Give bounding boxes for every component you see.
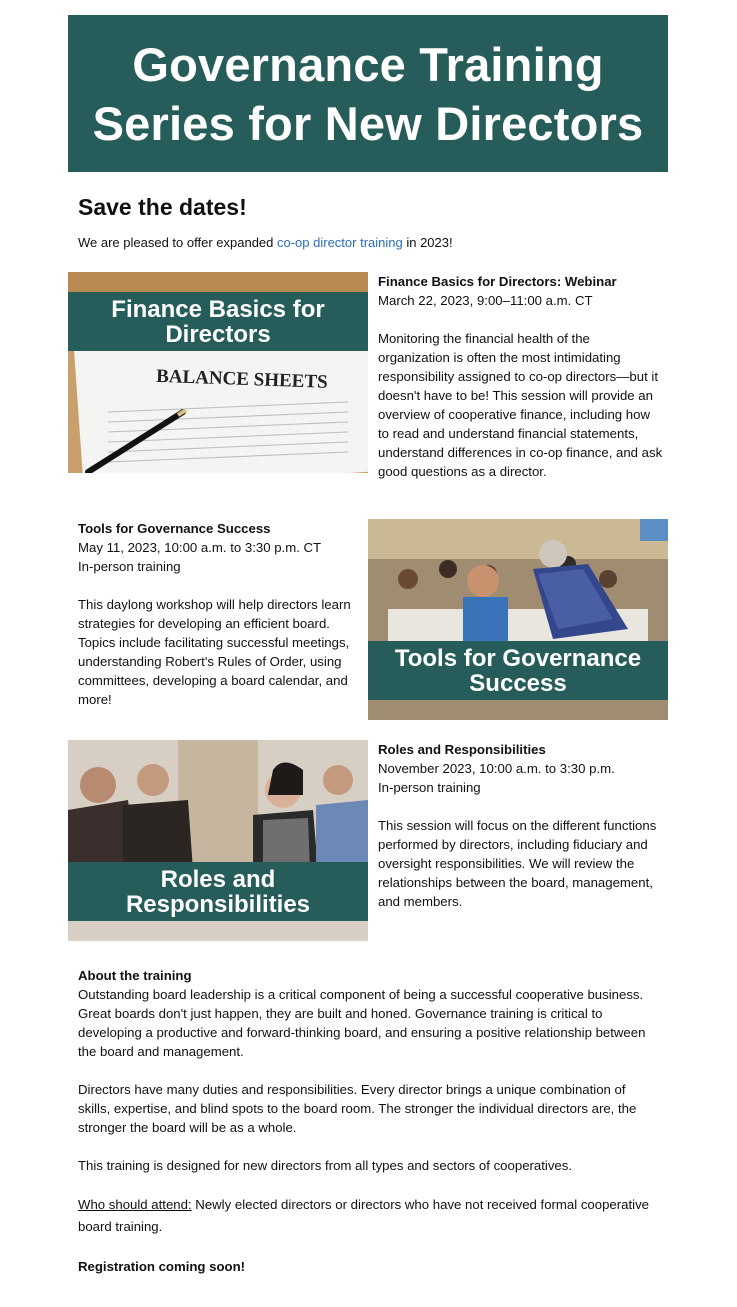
tools-governance-banner-text: Tools for Governance Success — [394, 644, 642, 697]
who-should-attend-text: Newly elected directors or directors who have not received formal cooperative board training. — [78, 1197, 650, 1234]
about-section — [78, 966, 658, 1276]
roles-responsibilities-description — [378, 740, 663, 911]
tools-governance-image — [368, 519, 668, 720]
balance-sheets-text: BALANCE SHEETS — [155, 365, 329, 393]
roles-responsibilities-banner-text: Roles and Responsibilities — [125, 865, 311, 918]
registration-notice: Registration coming soon! — [78, 1259, 246, 1274]
finance-basics-banner — [68, 292, 368, 351]
tools-governance-description — [78, 519, 363, 709]
save-the-dates-heading: Save the dates! — [78, 194, 247, 220]
about-heading: About the training — [78, 968, 192, 983]
director-training-link[interactable]: co-op director training — [277, 235, 403, 250]
finance-basics-banner-text: Finance Basics for Directors — [111, 295, 325, 348]
intro-text — [78, 235, 453, 250]
roles-responsibilities-format: In-person training — [378, 780, 481, 795]
roles-responsibilities-date: November 2023, 10:00 a.m. to 3:30 p.m. — [378, 761, 615, 776]
tools-governance-title: Tools for Governance Success — [78, 521, 271, 536]
finance-basics-description — [378, 272, 663, 481]
tools-governance-format: In-person training — [78, 559, 181, 574]
roles-responsibilities-image — [68, 740, 368, 941]
tools-governance-banner — [368, 641, 668, 700]
tools-governance-body: This daylong workshop will help directors learn strategies for developing an efficient board. Topics include facilitating successful meetings, understanding Robert's Rules of Order, using committees, developing a board calendar, and more! — [78, 597, 351, 707]
finance-basics-image — [68, 272, 368, 473]
intro-suffix: in 2023! — [402, 235, 453, 250]
hero-banner — [68, 15, 668, 172]
intro-prefix: We are pleased to offer expanded — [78, 235, 277, 250]
about-paragraph-1: Outstanding board leadership is a critical component of being a successful cooperative business. Great boards don't just happen, they are built and honed. Governance training is critical to developing a productive and forward-thinking board, and ensuring a positive relationship between the board and management. — [78, 987, 646, 1059]
roles-responsibilities-banner — [68, 862, 368, 921]
finance-basics-date: March 22, 2023, 9:00–11:00 a.m. CT — [378, 293, 593, 308]
who-should-attend-label: Who should attend: — [78, 1197, 192, 1212]
roles-responsibilities-title: Roles and Responsibilities — [378, 742, 546, 757]
roles-responsibilities-body: This session will focus on the different functions performed by directors, including fiduciary and oversight responsibilities. We will review the relationships between the board, management, and members. — [378, 818, 657, 909]
tools-governance-date: May 11, 2023, 10:00 a.m. to 3:30 p.m. CT — [78, 540, 322, 555]
about-paragraph-3: This training is designed for new directors from all types and sectors of cooperatives. — [78, 1158, 573, 1173]
about-paragraph-2: Directors have many duties and responsibilities. Every director brings a unique combination of skills, expertise, and blind spots to the board room. The stronger the individual directors are, the stronger the board will be as a whole. — [78, 1082, 637, 1135]
hero-title: Governance Training Series for New Directors — [92, 37, 644, 150]
who-should-attend — [78, 1194, 658, 1238]
finance-basics-title: Finance Basics for Directors: Webinar — [378, 274, 617, 289]
finance-basics-body: Monitoring the financial health of the organization is often the most intimidating responsibility assigned to co-op directors—but it doesn't have to be! This session will provide an overview of cooperative finance, including how to read and understand financial statements, understand differences in co-op finance, and ask good questions as a director. — [378, 331, 663, 479]
